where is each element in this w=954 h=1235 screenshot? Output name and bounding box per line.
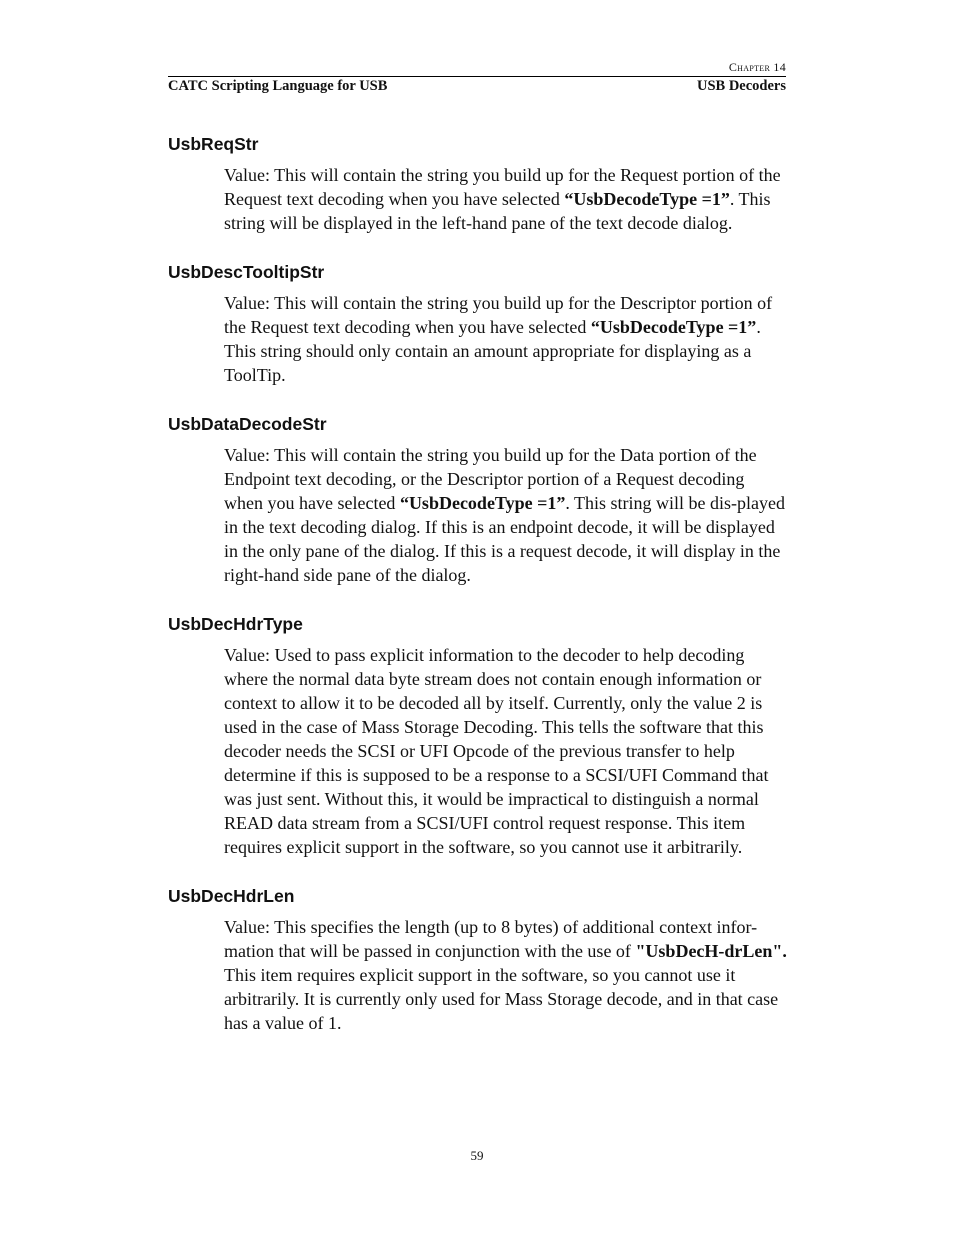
section-title: UsbDescTooltipStr <box>168 262 325 282</box>
body-text: Value: This will contain the string you build up for the Data portion of the Endpoint text decoding, or the Descriptor portion of a Request decoding when you have selected <box>224 445 757 513</box>
body-text: . This string will be displayed in the left-hand pane of the text decode dialog. <box>224 189 771 233</box>
body-emphasis: “UsbDecodeType =1” <box>590 317 757 337</box>
section-usbdatadecodestr <box>168 413 786 587</box>
body-text: Value: Used to pass explicit information to the decoder to help decoding where the normal data byte stream does not contain enough information or context to allow it to be decoded all by itself. Currently, only the value 2 is used in the case of Mass Storage Decoding. This tells the software that this decoder needs the SCSI or UFI Opcode of the previous transfer to help determine if this is supposed to be a response to a SCSI/UFI Command that was just sent. Without this, it would be impractical to distinguish a normal READ data stream from a SCSI/UFI control request response. This item requires explicit support in the software, so you cannot use it arbitrarily. <box>224 645 769 857</box>
section-body <box>224 291 787 387</box>
body-text: Value: This will contain the string you build up for the Descriptor portion of the Request text decoding when you have selected <box>224 293 773 337</box>
body-emphasis: "UsbDecH-drLen". <box>635 941 787 961</box>
section-usbdechdrlen <box>168 885 786 1035</box>
body-text: . This string should only contain an amount appropriate for displaying as a ToolTip. <box>224 317 761 385</box>
section-body <box>224 915 787 1035</box>
header-left-title: CATC Scripting Language for USB <box>168 78 388 94</box>
header-row <box>168 76 786 94</box>
body-emphasis: “UsbDecodeType =1” <box>399 493 566 513</box>
section-usbdechdrtype <box>168 613 786 859</box>
section-body <box>224 443 787 587</box>
body-emphasis: “UsbDecodeType =1” <box>564 189 730 209</box>
section-title: UsbReqStr <box>168 134 259 154</box>
body-text: This item requires explicit support in the software, so you cannot use it arbitrarily. It is currently only used for Mass Storage decode, and in that case has a value of 1. <box>224 965 779 1033</box>
section-title: UsbDecHdrType <box>168 614 303 634</box>
page-header <box>168 60 786 94</box>
page-number: 59 <box>470 1148 484 1163</box>
header-right-title: USB Decoders <box>696 78 786 94</box>
page-content <box>168 133 786 1061</box>
section-body <box>224 163 787 235</box>
section-usbreqstr <box>168 133 786 235</box>
body-text: Value: This specifies the length (up to 8 bytes) of additional context infor-mation that will be passed in conjunction with the use of <box>224 917 758 961</box>
section-body <box>224 643 787 859</box>
body-text: . This string will be dis-played in the text decoding dialog. If this is an endpoint decode, it will be displayed in the only pane of the dialog. If this is a request decode, it will display in the right-hand side pane of the dialog. <box>224 493 786 585</box>
body-text: Value: This will contain the string you build up for the Request portion of the Request text decoding when you have selected <box>224 165 781 209</box>
section-title: UsbDecHdrLen <box>168 886 295 906</box>
section-usbdesctooltipstr <box>168 261 786 387</box>
chapter-label: Chapter 14 <box>728 60 786 74</box>
section-title: UsbDataDecodeStr <box>168 414 327 434</box>
